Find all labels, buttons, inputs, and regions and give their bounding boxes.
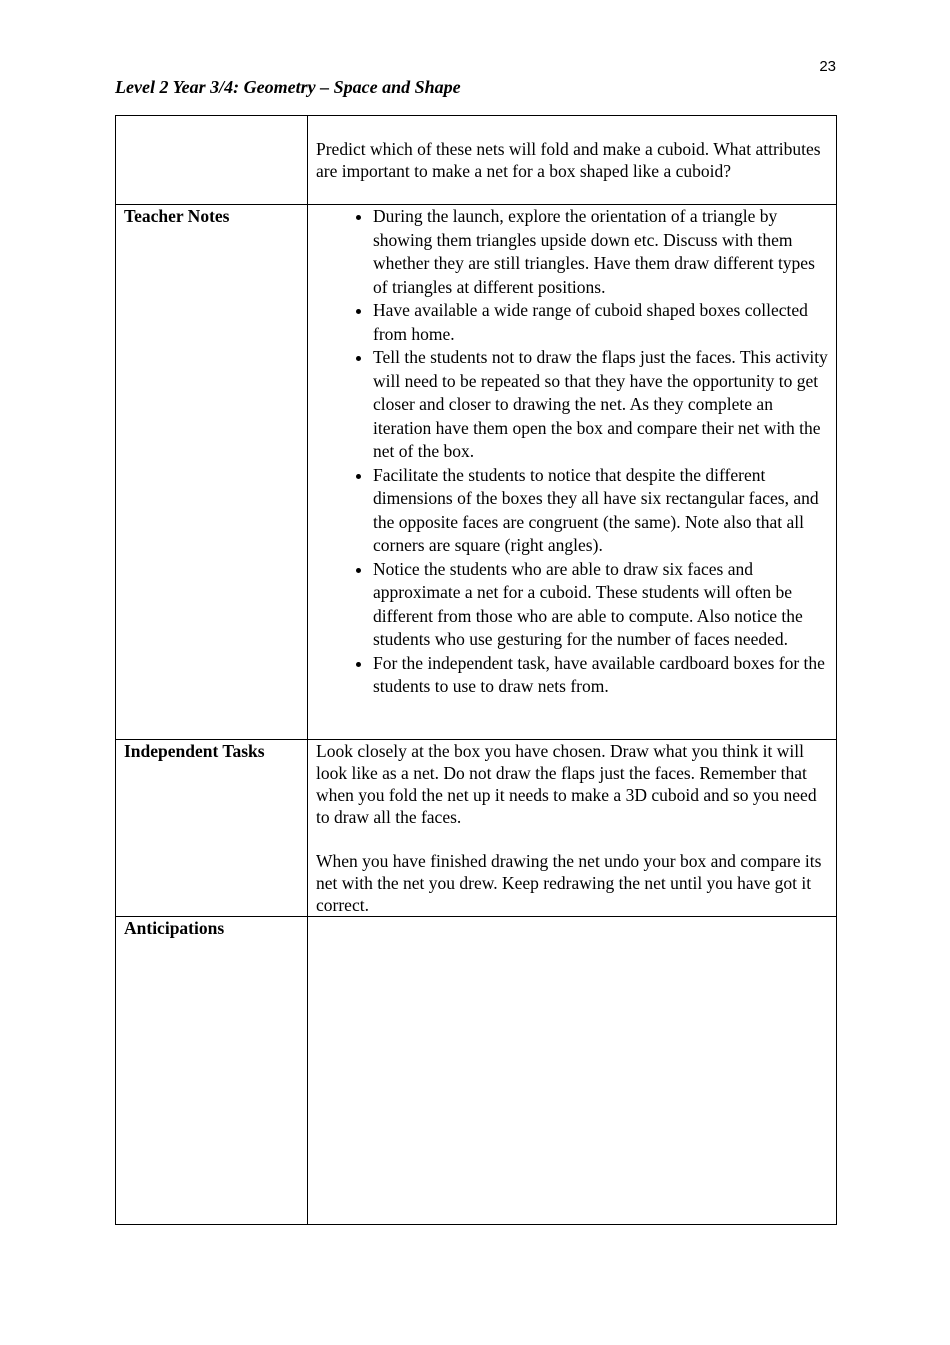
anticipations-row <box>116 917 837 1225</box>
independent-tasks-paragraph: Look closely at the box you have chosen. Draw what you think it will look like as a net. Do not draw the flaps just the faces. Remember that when you fold the net up it needs to make a 3D cuboid and so you need to draw all the faces. <box>316 741 817 827</box>
running-header: Level 2 Year 3/4: Geometry – Space and Shape <box>115 77 461 97</box>
predict-content-cell <box>308 116 837 205</box>
predict-label-cell <box>116 116 308 205</box>
predict-row <box>116 116 837 205</box>
teacher-note-item: • Have available a wide range of cuboid shaped boxes collected from home. <box>373 299 828 346</box>
independent-tasks-content-cell <box>308 740 837 917</box>
teacher-notes-content-cell <box>308 205 837 740</box>
teacher-notes-label: Teacher Notes <box>116 205 308 740</box>
teacher-note-item: • During the launch, explore the orientation of a triangle by showing them triangles upside down etc. Discuss with them whether they are still triangles. Have them draw different types of triangles at different positions. <box>373 205 828 299</box>
teacher-note-item: • Tell the students not to draw the flaps just the faces. This activity will need to be repeated so that they have the opportunity to get closer and closer to drawing the net. As they complete an iteration have them open the box and compare their net with the net of the box. <box>373 346 828 464</box>
teacher-notes-row <box>116 205 837 740</box>
anticipations-content-cell <box>308 917 837 1225</box>
teacher-note-item: • Notice the students who are able to draw six faces and approximate a net for a cuboid. These students will often be different from those who are able to compute. Also notice the students who use gesturing for the number of faces needed. <box>373 558 828 652</box>
teacher-note-item: • For the independent task, have available cardboard boxes for the students to use to draw nets from. <box>373 652 828 699</box>
lesson-plan-table <box>115 115 837 1225</box>
predict-text: Predict which of these nets will fold and make a cuboid. What attributes are important to make a net for a box shaped like a cuboid? <box>316 139 821 181</box>
teacher-notes-list <box>316 205 828 699</box>
page-number: 23 <box>819 58 836 75</box>
independent-tasks-row <box>116 740 837 917</box>
independent-tasks-text <box>316 740 828 916</box>
teacher-note-item: • Facilitate the students to notice that despite the different dimensions of the boxes they all have six rectangular faces, and the opposite faces are congruent (the same). Note also that all corners are square (right angles). <box>373 464 828 558</box>
anticipations-label: Anticipations <box>116 917 308 1225</box>
independent-tasks-paragraph: When you have finished drawing the net undo your box and compare its net with the net you drew. Keep redrawing the net until you have got it correct. <box>316 851 822 915</box>
independent-tasks-label: Independent Tasks <box>116 740 308 917</box>
